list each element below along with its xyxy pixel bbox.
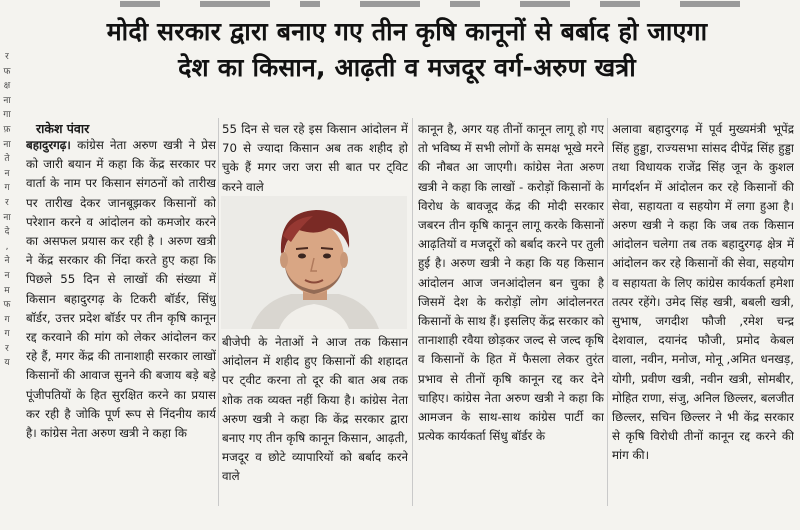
column-3-text: कानून है, अगर यह तीनों कानून लागू हो गए तो भविष्य में सभी लोगों के समक्ष भूखे मरने की नौबत आ जाएगी। कांग्रेस नेता अरुण खत्री ने कहा कि लाखों - करोड़ों किसानों के विरोध के बावजूद केंद्र की मोदी सरकार जबरन तीन कृषि कानून लागू करके किसानों आढ़तियों व मजदूरों को बर्बाद करने पर तुली हुई है। अरुण खत्री ने कहा कि यह किसान आंदोलन आज जनआंदोलन बन चुका है जिसमें देश के करोड़ों लोग आंदोलनरत किसानों के साथ हैं। इसलिए केंद्र सरकार को तानाशाही रवैया छोड़कर जल्द से जल्द कृषि व किसानों के हित में फैसला लेकर तुरंत प्रभाव से तीनों कृषि कानून रद्द कर देने चाहिए। कांग्रेस नेता अरुण खत्री ने कहा कि आमजन के साथ-साथ कांग्रेस पार्टी का प्रत्येक कार्यकर्ता सिंधु बॉर्डर के	[418, 122, 604, 444]
column-divider	[412, 118, 413, 506]
margin-char: ग	[4, 183, 10, 194]
margin-char: फ़	[3, 124, 11, 135]
margin-char: न	[4, 168, 10, 179]
adjacent-article-margin	[2, 50, 12, 510]
margin-char: न	[4, 270, 10, 281]
margin-char: ग	[4, 329, 10, 340]
article-column-2-bottom	[222, 333, 408, 508]
dateline: बहादुरगढ़।	[26, 138, 71, 152]
column-2-bottom-text: बीजेपी के नेताओं ने आज तक किसान आंदोलन में शहीद हुए किसानों की शहादत पर ट्वीट करना तो दूर की बात अब तक शोक तक व्यक्त नहीं किया है। कांग्रेस नेता अरुण खत्री ने कहा कि केंद्र सरकार द्वारा बनाए गए तीन कृषि कानून किसान, आढ़ती, मजदूर व छोटे व्यापारियों को बर्बाद करने वाले	[222, 335, 408, 484]
margin-char: ने	[4, 256, 10, 267]
article-column-1	[26, 136, 216, 506]
margin-char: ना	[3, 212, 11, 223]
margin-char: ना	[3, 95, 11, 106]
article-column-3	[418, 120, 604, 508]
column-1-text: कांग्रेस नेता अरुण खत्री ने प्रेस को जारी बयान में कहा कि केंद्र सरकार पर वार्ता के नाम पर किसान संगठनों को तारीख पर तारीख देकर जानबूझकर किसानों को परेशान करने व आंदोलन को कमजोर करने का असफल प्रयास कर रही है । अरुण खत्री ने केंद्र सरकार की निंदा करते हुए कहा कि पिछले 55 दिन से लाखों की संख्या में किसान बहादुरगढ़ के टिकरी बॉर्डर, सिंधु बॉर्डर, उत्तर प्रदेश बॉर्डर पर तीन कृषि कानून रद्द करवाने की मांग को लेकर आंदोलन कर रहे हैं, मगर केंद्र की तानाशाही सरकार लाखों किसानों की आवाज सुनने की बजाय बड़े बड़े पूंजीपतियों के हित सुरक्षित करने का प्रयास कर रही है जोकि पूर्ण रूप से निंदनीय कार्य है। कांग्रेस नेता अरुण खत्री ने कहा कि	[26, 138, 216, 441]
headline-line-2: देश का किसान, आढ़ती व मजदूर वर्ग-अरुण खत्री	[178, 53, 636, 82]
margin-char: गा	[3, 110, 11, 121]
portrait-photo	[221, 196, 407, 329]
margin-char: दे	[4, 227, 10, 238]
top-page-edge	[0, 0, 800, 12]
margin-char: ,	[5, 241, 9, 252]
person-portrait-image	[221, 196, 407, 329]
margin-char: ते	[4, 154, 10, 165]
margin-char: म	[4, 285, 10, 296]
column-divider	[218, 118, 219, 506]
column-divider	[607, 118, 608, 506]
margin-char: य	[4, 358, 10, 369]
margin-char: र	[5, 343, 9, 354]
headline-line-1: मोदी सरकार द्वारा बनाए गए तीन कृषि कानूनों से बर्बाद हो जाएगा	[106, 17, 708, 46]
margin-char: फ	[3, 300, 11, 311]
margin-char: ना	[3, 139, 11, 150]
article-column-2-top	[222, 120, 408, 196]
margin-char: ग	[4, 314, 10, 325]
margin-char: र	[5, 52, 9, 62]
column-2-top-text: 55 दिन से चल रहे इस किसान आंदोलन में 70 से ज्यादा किसान अब तक शहीद हो चुके हैं मगर जरा जरा सी बात पर ट्विट करने वाले	[222, 122, 408, 194]
margin-char: फ	[3, 66, 11, 77]
column-4-text: अलावा बहादुरगढ़ में पूर्व मुख्यमंत्री भूपेंद्र सिंह हुड्डा, राज्यसभा सांसद दीपेंद्र सिंह हुड्डा तथा विधायक राजेंद्र सिंह जून के कुशल मार्गदर्शन में आंदोलन कर रहे किसानों की सेवा, सहायता व सहयोग में लगा हुआ है। अरुण खत्री ने कहा कि जब तक किसान आंदोलन चलेगा तब तक बहादुरगढ़ क्षेत्र में आंदोलन कर रहे किसानों की सेवा, सहयोग व सहायता के लिए कांग्रेस कार्यकर्ता हमेशा तत्पर रहेंगे। उमेद सिंह खत्री, बबली खत्री, सुभाष, जगदीश फौजी ,रमेश चन्द्र देशवाल, दयानंद फौजी, प्रमोद केबल वाला, नवीन, मनोज, मोनू ,अमित धनखड़, योगी, प्रवीण खत्री, नवीन खत्री, सोमबीर, मोहित राणा, संजु, अनिल छिल्लर, बलजीत छिल्लर, सचिन छिल्लर ने भी केंद्र सरकार से कृषि विरोधी तीनों कानून रद्द करने की मांग की।	[612, 122, 794, 463]
byline: राकेश पंवार	[36, 121, 90, 136]
margin-char: र	[5, 197, 9, 208]
margin-char: क्ष	[3, 81, 11, 92]
article-column-4	[612, 120, 794, 508]
headline	[22, 14, 792, 86]
